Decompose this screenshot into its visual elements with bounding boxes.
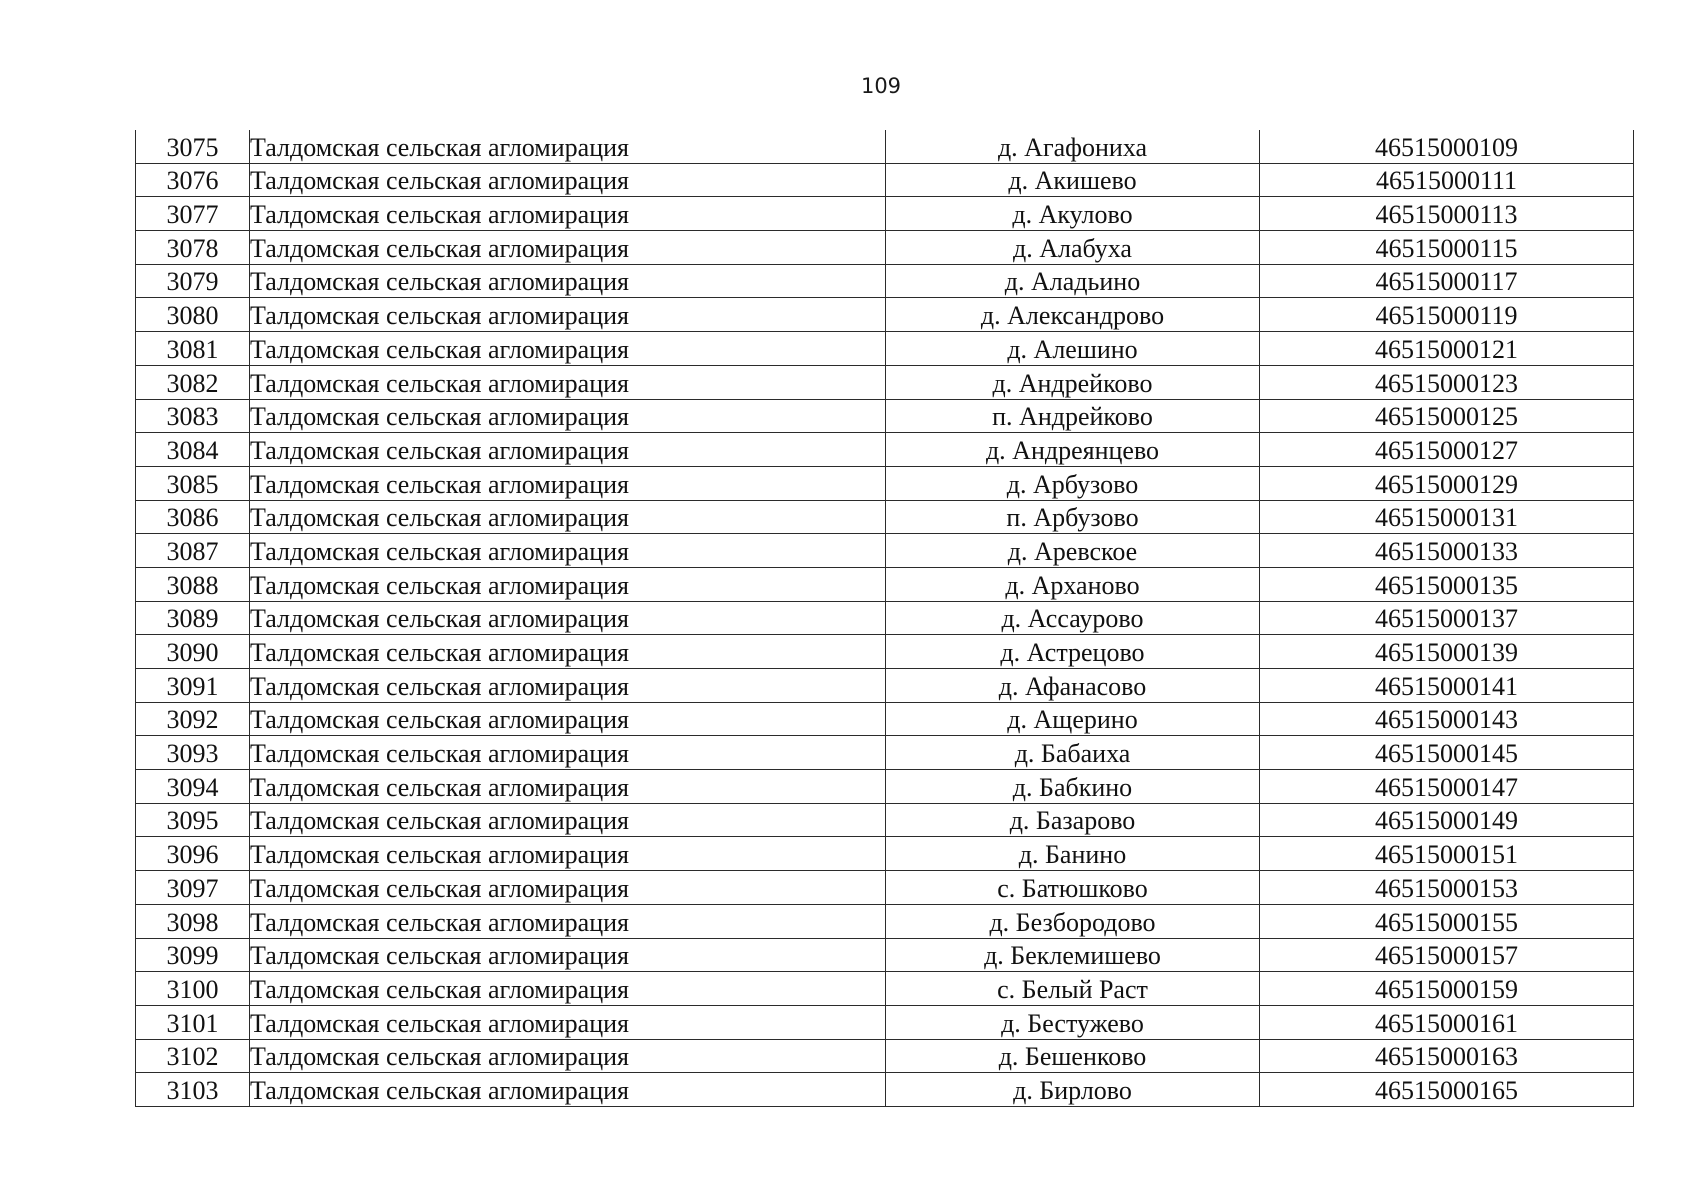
settlement-cell: с. Белый Раст	[886, 972, 1260, 1006]
settlement-cell: д. Базарово	[886, 803, 1260, 837]
agglomeration-cell: Талдомская сельская агломирация	[250, 567, 886, 601]
settlement-cell: д. Беклемишево	[886, 938, 1260, 972]
row-number-cell: 3102	[136, 1039, 250, 1073]
settlement-cell: д. Аладьино	[886, 264, 1260, 298]
table-row	[136, 972, 1634, 1006]
table-row	[136, 130, 1634, 163]
agglomeration-cell: Талдомская сельская агломирация	[250, 601, 886, 635]
settlement-cell: д. Банино	[886, 837, 1260, 871]
table-row	[136, 837, 1634, 871]
row-number-cell: 3092	[136, 702, 250, 736]
table-row	[136, 601, 1634, 635]
code-cell: 46515000151	[1260, 837, 1634, 871]
settlement-cell: д. Ассаурово	[886, 601, 1260, 635]
agglomeration-cell: Талдомская сельская агломирация	[250, 871, 886, 905]
code-cell: 46515000165	[1260, 1073, 1634, 1107]
table-row	[136, 1005, 1634, 1039]
row-number-cell: 3099	[136, 938, 250, 972]
settlement-cell: д. Астрецово	[886, 635, 1260, 669]
settlement-cell: д. Андрейково	[886, 365, 1260, 399]
settlement-cell: д. Акулово	[886, 197, 1260, 231]
table-row	[136, 332, 1634, 366]
table-row	[136, 803, 1634, 837]
settlement-cell: с. Батюшково	[886, 871, 1260, 905]
settlement-cell: д. Акишево	[886, 163, 1260, 197]
code-cell: 46515000121	[1260, 332, 1634, 366]
row-number-cell: 3086	[136, 500, 250, 534]
code-cell: 46515000161	[1260, 1005, 1634, 1039]
row-number-cell: 3076	[136, 163, 250, 197]
table-row	[136, 871, 1634, 905]
code-cell: 46515000129	[1260, 466, 1634, 500]
table-row	[136, 904, 1634, 938]
row-number-cell: 3088	[136, 567, 250, 601]
row-number-cell: 3089	[136, 601, 250, 635]
settlement-cell: д. Агафониха	[886, 130, 1260, 163]
agglomeration-cell: Талдомская сельская агломирация	[250, 635, 886, 669]
agglomeration-cell: Талдомская сельская агломирация	[250, 1039, 886, 1073]
agglomeration-cell: Талдомская сельская агломирация	[250, 669, 886, 703]
agglomeration-cell: Талдомская сельская агломирация	[250, 399, 886, 433]
row-number-cell: 3094	[136, 770, 250, 804]
settlement-cell: д. Безбородово	[886, 904, 1260, 938]
table-row	[136, 770, 1634, 804]
table-row	[136, 702, 1634, 736]
agglomeration-cell: Талдомская сельская агломирация	[250, 231, 886, 265]
row-number-cell: 3077	[136, 197, 250, 231]
agglomeration-cell: Талдомская сельская агломирация	[250, 904, 886, 938]
row-number-cell: 3098	[136, 904, 250, 938]
table-row	[136, 365, 1634, 399]
code-cell: 46515000163	[1260, 1039, 1634, 1073]
code-cell: 46515000111	[1260, 163, 1634, 197]
code-cell: 46515000133	[1260, 534, 1634, 568]
code-cell: 46515000159	[1260, 972, 1634, 1006]
row-number-cell: 3083	[136, 399, 250, 433]
code-cell: 46515000125	[1260, 399, 1634, 433]
code-cell: 46515000157	[1260, 938, 1634, 972]
row-number-cell: 3091	[136, 669, 250, 703]
settlement-cell: д. Афанасово	[886, 669, 1260, 703]
code-cell: 46515000123	[1260, 365, 1634, 399]
agglomeration-cell: Талдомская сельская агломирация	[250, 433, 886, 467]
row-number-cell: 3100	[136, 972, 250, 1006]
code-cell: 46515000139	[1260, 635, 1634, 669]
settlements-table-body	[136, 130, 1634, 1106]
table-row	[136, 433, 1634, 467]
settlement-cell: д. Бабкино	[886, 770, 1260, 804]
row-number-cell: 3084	[136, 433, 250, 467]
code-cell: 46515000145	[1260, 736, 1634, 770]
settlement-cell: п. Андрейково	[886, 399, 1260, 433]
code-cell: 46515000149	[1260, 803, 1634, 837]
settlement-cell: д. Аревское	[886, 534, 1260, 568]
code-cell: 46515000127	[1260, 433, 1634, 467]
settlements-table	[135, 130, 1634, 1107]
code-cell: 46515000113	[1260, 197, 1634, 231]
code-cell: 46515000137	[1260, 601, 1634, 635]
agglomeration-cell: Талдомская сельская агломирация	[250, 938, 886, 972]
settlement-cell: д. Бестужево	[886, 1005, 1260, 1039]
agglomeration-cell: Талдомская сельская агломирация	[250, 736, 886, 770]
table-row	[136, 163, 1634, 197]
agglomeration-cell: Талдомская сельская агломирация	[250, 332, 886, 366]
code-cell: 46515000135	[1260, 567, 1634, 601]
table-row	[136, 264, 1634, 298]
row-number-cell: 3093	[136, 736, 250, 770]
settlement-cell: п. Арбузово	[886, 500, 1260, 534]
row-number-cell: 3090	[136, 635, 250, 669]
code-cell: 46515000109	[1260, 130, 1634, 163]
settlement-cell: д. Арханово	[886, 567, 1260, 601]
table-row	[136, 567, 1634, 601]
agglomeration-cell: Талдомская сельская агломирация	[250, 770, 886, 804]
code-cell: 46515000119	[1260, 298, 1634, 332]
settlement-cell: д. Бабаиха	[886, 736, 1260, 770]
code-cell: 46515000143	[1260, 702, 1634, 736]
settlement-cell: д. Алешино	[886, 332, 1260, 366]
settlement-cell: д. Бешенково	[886, 1039, 1260, 1073]
table-row	[136, 635, 1634, 669]
code-cell: 46515000115	[1260, 231, 1634, 265]
agglomeration-cell: Талдомская сельская агломирация	[250, 365, 886, 399]
table-row	[136, 669, 1634, 703]
row-number-cell: 3095	[136, 803, 250, 837]
table-row	[136, 399, 1634, 433]
row-number-cell: 3097	[136, 871, 250, 905]
row-number-cell: 3087	[136, 534, 250, 568]
settlement-cell: д. Александрово	[886, 298, 1260, 332]
page-number: 109	[860, 74, 902, 98]
table-row	[136, 466, 1634, 500]
agglomeration-cell: Талдомская сельская агломирация	[250, 803, 886, 837]
agglomeration-cell: Талдомская сельская агломирация	[250, 1005, 886, 1039]
table-row	[136, 1073, 1634, 1107]
agglomeration-cell: Талдомская сельская агломирация	[250, 972, 886, 1006]
code-cell: 46515000147	[1260, 770, 1634, 804]
agglomeration-cell: Талдомская сельская агломирация	[250, 130, 886, 163]
row-number-cell: 3085	[136, 466, 250, 500]
settlement-cell: д. Алабуха	[886, 231, 1260, 265]
table-row	[136, 298, 1634, 332]
row-number-cell: 3103	[136, 1073, 250, 1107]
code-cell: 46515000117	[1260, 264, 1634, 298]
agglomeration-cell: Талдомская сельская агломирация	[250, 298, 886, 332]
row-number-cell: 3078	[136, 231, 250, 265]
agglomeration-cell: Талдомская сельская агломирация	[250, 264, 886, 298]
table-row	[136, 1039, 1634, 1073]
code-cell: 46515000141	[1260, 669, 1634, 703]
agglomeration-cell: Талдомская сельская агломирация	[250, 163, 886, 197]
table-row	[136, 938, 1634, 972]
row-number-cell: 3079	[136, 264, 250, 298]
agglomeration-cell: Талдомская сельская агломирация	[250, 534, 886, 568]
table-row	[136, 736, 1634, 770]
code-cell: 46515000153	[1260, 871, 1634, 905]
settlement-cell: д. Бирлово	[886, 1073, 1260, 1107]
settlement-cell: д. Ащерино	[886, 702, 1260, 736]
row-number-cell: 3101	[136, 1005, 250, 1039]
agglomeration-cell: Талдомская сельская агломирация	[250, 837, 886, 871]
row-number-cell: 3081	[136, 332, 250, 366]
settlement-cell: д. Арбузово	[886, 466, 1260, 500]
agglomeration-cell: Талдомская сельская агломирация	[250, 500, 886, 534]
row-number-cell: 3080	[136, 298, 250, 332]
agglomeration-cell: Талдомская сельская агломирация	[250, 702, 886, 736]
code-cell: 46515000131	[1260, 500, 1634, 534]
agglomeration-cell: Талдомская сельская агломирация	[250, 1073, 886, 1107]
table-row	[136, 500, 1634, 534]
code-cell: 46515000155	[1260, 904, 1634, 938]
table-row	[136, 231, 1634, 265]
table-row	[136, 197, 1634, 231]
settlement-cell: д. Андреянцево	[886, 433, 1260, 467]
agglomeration-cell: Талдомская сельская агломирация	[250, 197, 886, 231]
row-number-cell: 3096	[136, 837, 250, 871]
row-number-cell: 3075	[136, 130, 250, 163]
row-number-cell: 3082	[136, 365, 250, 399]
table-row	[136, 534, 1634, 568]
agglomeration-cell: Талдомская сельская агломирация	[250, 466, 886, 500]
